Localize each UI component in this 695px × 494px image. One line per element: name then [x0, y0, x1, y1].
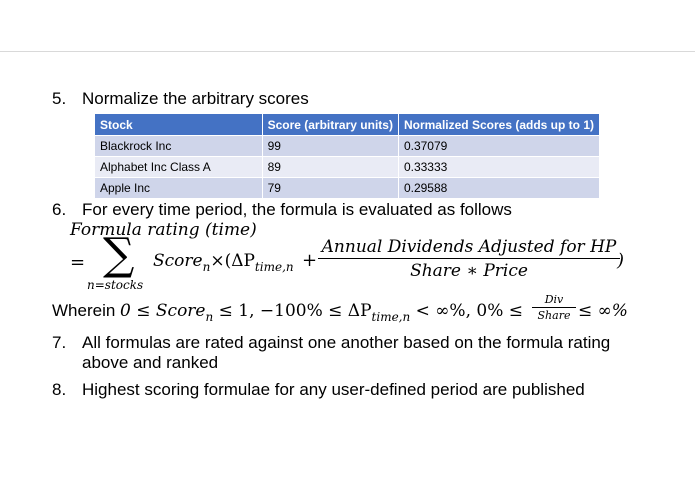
- cell-stock: Blackrock Inc: [95, 136, 263, 157]
- constraint-sub1: n: [205, 310, 214, 324]
- table-row: [95, 178, 600, 199]
- cell-normalized: 0.33333: [398, 157, 599, 178]
- step-text: Normalize the arbitrary scores: [82, 89, 309, 108]
- summation-symbol: ∑: [103, 229, 135, 280]
- wherein-label: Wherein: [52, 301, 121, 320]
- summation-index: n=stocks: [87, 278, 144, 292]
- div-share-fraction: [532, 293, 576, 323]
- fraction-numerator: Annual Dividends Adjusted for HP: [321, 237, 617, 257]
- cell-score: 89: [262, 157, 398, 178]
- step-number: 6.: [52, 200, 67, 219]
- constraint-sub2: time,n: [371, 310, 411, 324]
- constraint-part4: ≤ ∞%: [578, 301, 628, 321]
- step-text-continued: above and ranked: [82, 353, 219, 372]
- header-score: Score (arbitrary units): [262, 114, 398, 136]
- formula-plus: +: [302, 250, 318, 271]
- header-normalized: Normalized Scores (adds up to 1): [398, 114, 599, 136]
- formula-lhs: Formula rating (time): [70, 220, 257, 240]
- cell-stock: Apple Inc: [95, 178, 263, 199]
- header-stock: Stock: [95, 114, 263, 136]
- step-number: 7.: [52, 333, 67, 352]
- score-symbol: Score: [153, 251, 203, 271]
- div-numerator: Div: [544, 293, 564, 306]
- step-number: 8.: [52, 380, 67, 399]
- constraint-part3: < ∞%, 0% ≤: [410, 301, 524, 321]
- formula-equals: =: [70, 252, 86, 273]
- delta-subscript: time,n: [254, 260, 294, 274]
- share-denominator: Share: [537, 309, 571, 322]
- fraction-denominator: Share ∗ Price: [410, 261, 528, 281]
- step-number: 5.: [52, 89, 67, 108]
- cell-normalized: 0.29588: [398, 178, 599, 199]
- table-row: [95, 136, 600, 157]
- times-delta: ×(ΔP: [210, 251, 255, 271]
- step-text: For every time period, the formula is evaluated as follows: [82, 200, 512, 219]
- table-header-row: [95, 114, 600, 136]
- cell-score: 79: [262, 178, 398, 199]
- table-row: [95, 157, 600, 178]
- constraint-part1: 0 ≤ Score: [120, 301, 206, 321]
- constraint-math: [120, 301, 524, 324]
- formula-close-paren: ): [617, 250, 625, 271]
- cell-normalized: 0.37079: [398, 136, 599, 157]
- score-subscript: n: [202, 260, 211, 274]
- constraint-line: [52, 300, 523, 323]
- top-divider: [0, 51, 695, 52]
- cell-score: 99: [262, 136, 398, 157]
- constraint-part2: ≤ 1, −100% ≤ ΔP: [213, 301, 372, 321]
- scores-table: [94, 113, 600, 199]
- step-text: Highest scoring formulae for any user-defined period are published: [82, 380, 585, 399]
- formula-score-term: [153, 251, 294, 274]
- cell-stock: Alphabet Inc Class A: [95, 157, 263, 178]
- step-text: All formulas are rated against one another based on the formula rating: [82, 333, 611, 352]
- dividend-fraction: [318, 236, 620, 283]
